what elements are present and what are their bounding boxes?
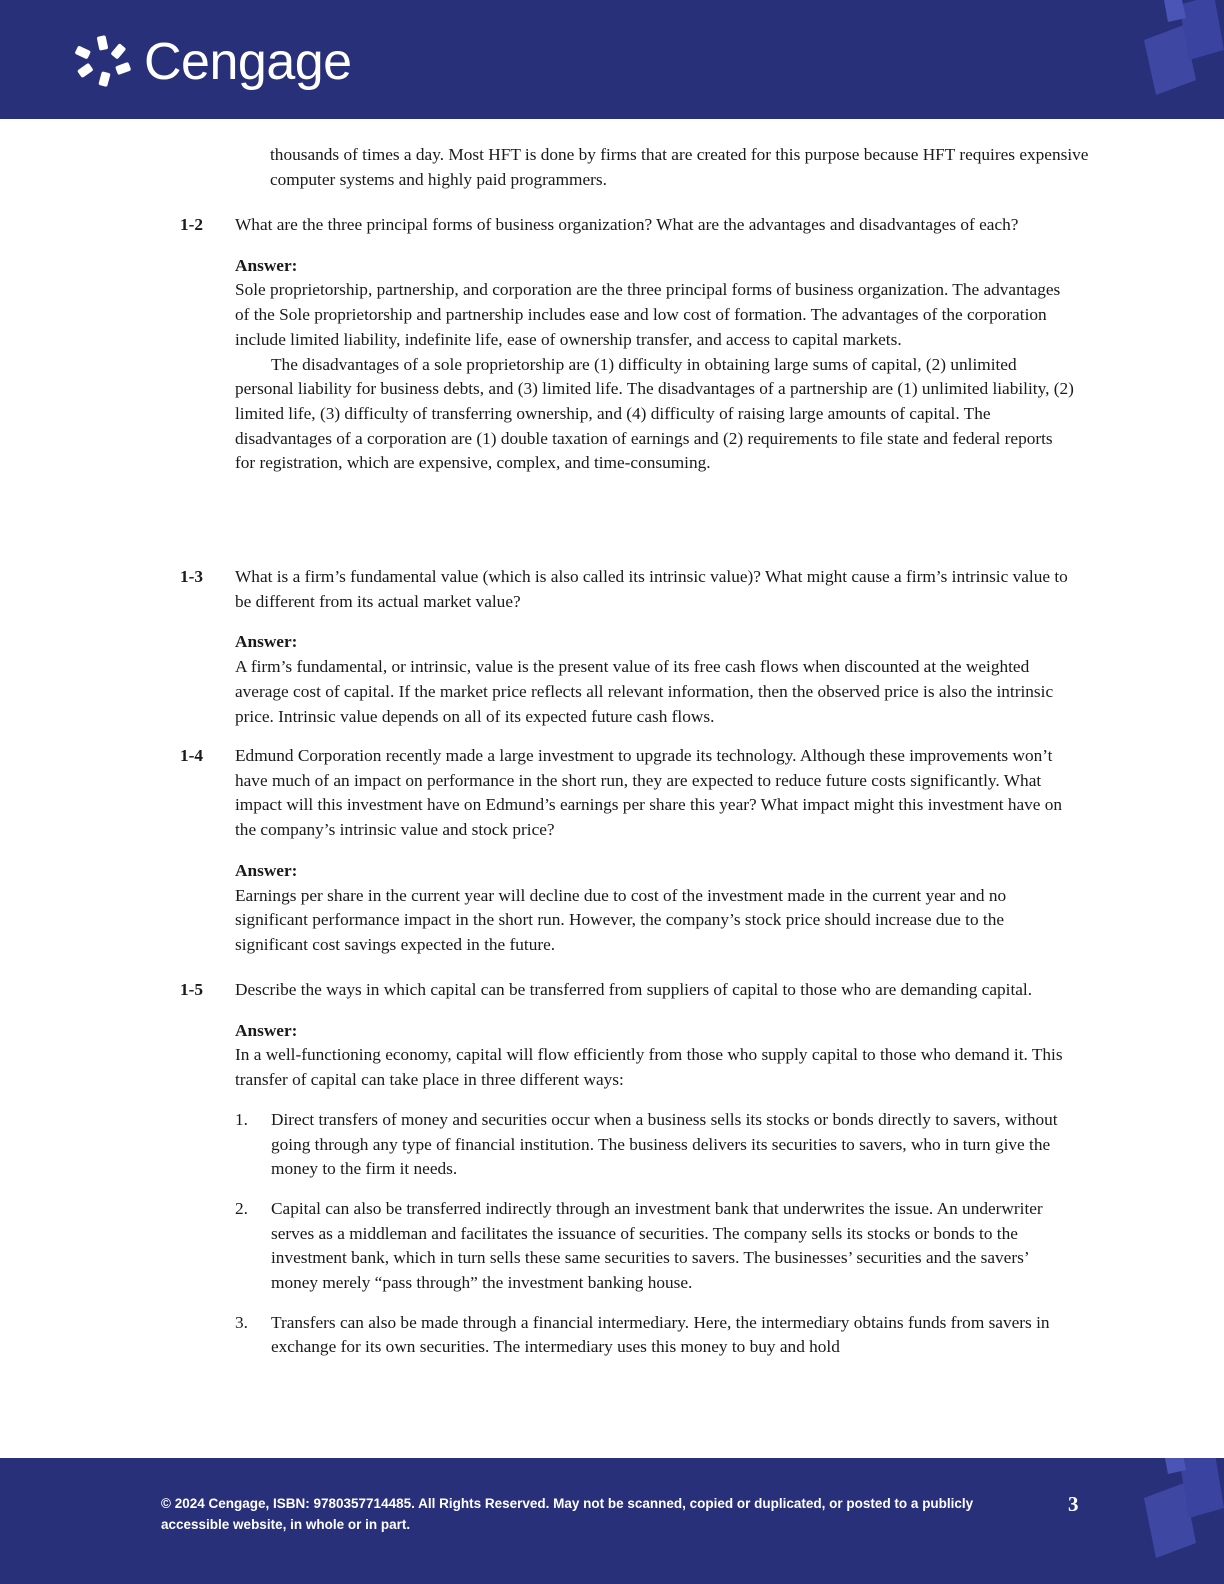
answer-paragraph: In a well-functioning economy, capital will flow efficiently from those who supply capital to those who demand it. This transfer of capital can take place in three different ways: [235,1045,1063,1090]
page-footer [0,1458,1224,1584]
question-text: What is a firm’s fundamental value (which is also called its intrinsic value)? What might cause a firm’s intrinsic value to be different from its actual market value? [235,567,1068,611]
answer-label: Answer: [235,632,298,652]
list-item [235,1311,1077,1360]
page-header [0,0,1224,119]
brand-name: Cengage [144,33,352,91]
cengage-logo [72,34,352,90]
list-item-number: 2. [235,1198,248,1218]
answer-paragraph: A firm’s fundamental, or intrinsic, value is the present value of its free cash flows when discounted at the weighted average cost of capital. If the market price reflects all relevant information, then the observed price is also the intrinsic price. Intrinsic value depends on all of its expected future cash flows. [235,657,1054,726]
answer-paragraph: The disadvantages of a sole proprietorship are (1) difficulty in obtaining large sums of capital, (2) unlimited personal liability for business debts, and (3) limited life. The disadvantages of a partnership are (1) unlimited liability, (2) limited life, (3) difficulty of transferring ownership, and (4) difficulty of raising large amounts of capital. The disadvantages of a corporation are (1) double taxation of earnings and (2) requirements to file state and federal reports for registration, which are expensive, complex, and time-consuming. [235,354,1074,473]
question-number: 1-4 [180,746,204,765]
cengage-burst-icon [72,34,136,90]
question-number: 1-5 [180,980,204,999]
question-text: Edmund Corporation recently made a large investment to upgrade its technology. Although these improvements won’t have much of an impact on performance in the short run, they are expected to reduce future costs significantly. What impact will this investment have on Edmund’s earnings per share this year? What impact might this investment have on the company’s intrinsic value and stock price? [235,746,1063,840]
answer-paragraph: Earnings per share in the current year will decline due to cost of the investment made in the current year and no significant performance impact in the short run. However, the company’s stock price should increase due to the significant cost savings expected in the future. [235,885,1007,954]
page-number: 3 [1068,1492,1079,1516]
list-item-number: 1. [235,1109,248,1129]
list-item-text: Direct transfers of money and securities occur when a business sells its stocks or bonds directly to savers, without going through any type of financial institution. The business delivers its securities to savers, who in turn give the money to the firm it needs. [271,1109,1058,1179]
answer-label: Answer: [235,255,298,275]
list-item-number: 3. [235,1312,248,1332]
corner-decoration-icon [1134,0,1224,119]
corner-decoration-icon [1134,1458,1224,1584]
copyright-notice: © 2024 Cengage, ISBN: 9780357714485. All Rights Reserved. May not be scanned, copied or duplicated, or posted to a publicly accessible website, in whole or in part. [161,1496,974,1532]
answer-paragraph: Sole proprietorship, partnership, and corporation are the three principal forms of business organization. The advantages of the Sole proprietorship and partnership includes ease and low cost of formation. The advantages of the corporation include limited liability, indefinite life, ease of ownership transfer, and access to capital markets. [235,280,1061,349]
question-text: What are the three principal forms of business organization? What are the advantages and disadvantages of each? [235,215,1019,234]
question-number: 1-2 [180,215,204,234]
list-item [235,1197,1077,1296]
list-item-text: Transfers can also be made through a financial intermediary. Here, the intermediary obtains funds from savers in exchange for its own securities. The intermediary uses this money to buy and hold [271,1312,1050,1357]
continued-paragraph: thousands of times a day. Most HFT is done by firms that are created for this purpose because HFT requires expensive computer systems and highly paid programmers. [270,145,1089,189]
question-number: 1-3 [180,567,204,586]
answer-label: Answer: [235,1020,298,1040]
question-text: Describe the ways in which capital can be transferred from suppliers of capital to those who are demanding capital. [235,980,1033,999]
answer-label: Answer: [235,860,298,880]
list-item [235,1108,1077,1182]
list-item-text: Capital can also be transferred indirectly through an investment bank that underwrites the issue. An underwriter serves as a middleman and facilitates the issuance of securities. The company sells its stocks or bonds to the investment bank, which in turn sells these same securities to savers. The businesses’ securities and the savers’ money merely “pass through” the investment banking house. [271,1198,1043,1293]
